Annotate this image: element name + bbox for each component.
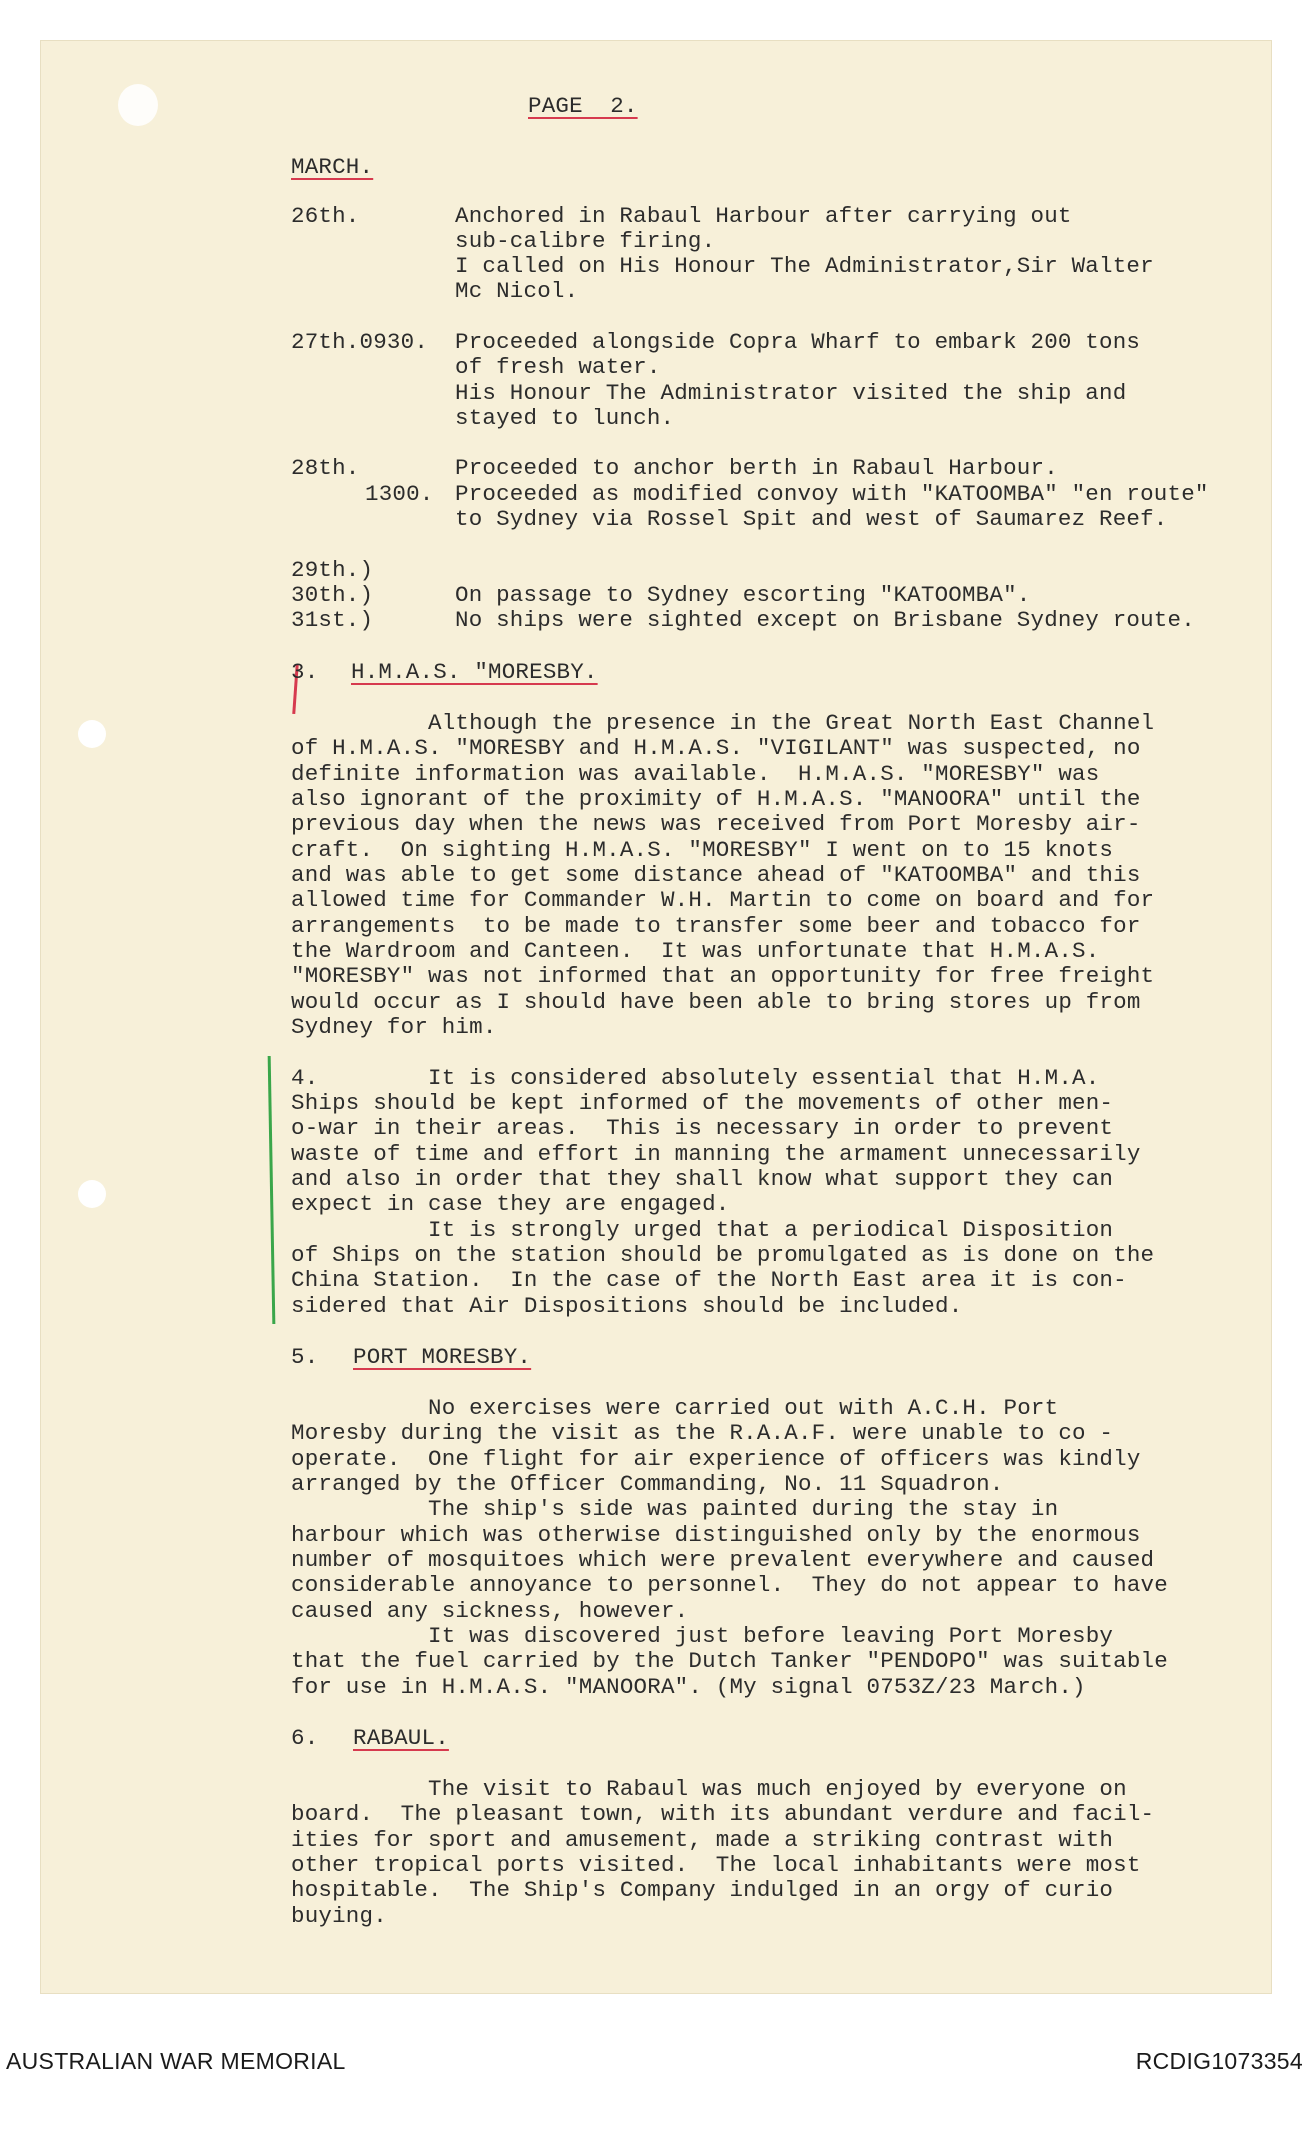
paragraph-line: ities for sport and amusement, made a striking contrast with [291, 1827, 1114, 1853]
entry-date: 30th.) [291, 582, 374, 608]
paragraph-line: harbour which was otherwise distinguished only by the enormous [291, 1522, 1141, 1548]
entry-line: Mc Nicol. [455, 278, 579, 304]
paragraph-line: The visit to Rabaul was much enjoyed by everyone on [291, 1776, 1127, 1802]
paragraph-line: other tropical ports visited. The local inhabitants were most [291, 1852, 1141, 1878]
entry-time: 1300. [365, 481, 434, 507]
paragraph-line: for use in H.M.A.S. "MANOORA". (My signal 0753Z/23 March.) [291, 1674, 1086, 1700]
entry-line: stayed to lunch. [455, 405, 675, 431]
entry-line: sub-calibre firing. [455, 228, 716, 254]
entry-date: 29th.) [291, 557, 374, 583]
section-number: 5. [291, 1344, 319, 1370]
document-page [40, 40, 1272, 1994]
paragraph-line: that the fuel carried by the Dutch Tanker "PENDOPO" was suitable [291, 1648, 1168, 1674]
paragraph-line: 4. It is considered absolutely essential that H.M.A. [291, 1065, 1100, 1091]
paragraph-line: Ships should be kept informed of the movements of other men- [291, 1090, 1114, 1116]
paragraph-line: No exercises were carried out with A.C.H. Port [291, 1395, 1059, 1421]
paragraph-line: caused any sickness, however. [291, 1598, 689, 1624]
entry-line: His Honour The Administrator visited the ship and [455, 380, 1127, 406]
paragraph-line: It was discovered just before leaving Port Moresby [291, 1623, 1114, 1649]
entry-line: I called on His Honour The Administrator,Sir Walter [455, 253, 1154, 279]
entry-line: Proceeded alongside Copra Wharf to embark 200 tons [455, 329, 1141, 355]
paragraph-line: China Station. In the case of the North East area it is con- [291, 1267, 1127, 1293]
entry-line: of fresh water. [455, 354, 661, 380]
page-number: PAGE 2. [528, 93, 638, 119]
entry-line: to Sydney via Rossel Spit and west of Saumarez Reef. [455, 506, 1168, 532]
paragraph-line: craft. On sighting H.M.A.S. "MORESBY" I went on to 15 knots [291, 837, 1114, 863]
paragraph-line: buying. [291, 1903, 387, 1929]
entry-date: 26th. [291, 203, 360, 229]
paragraph-line: Moresby during the visit as the R.A.A.F. were unable to co - [291, 1420, 1114, 1446]
paragraph-line: arrangements to be made to transfer some beer and tobacco for [291, 913, 1141, 939]
entry-date: 31st.) [291, 607, 374, 633]
section-heading: PORT MORESBY. [353, 1344, 532, 1370]
paragraph-line: waste of time and effort in manning the armament unnecessarily [291, 1141, 1141, 1167]
paragraph-line: of H.M.A.S. "MORESBY and H.M.A.S. "VIGILANT" was suspected, no [291, 735, 1141, 761]
section-number: 3. [291, 659, 319, 685]
paragraph-line: o-war in their areas. This is necessary in order to prevent [291, 1115, 1114, 1141]
document-text [40, 40, 1272, 1994]
paragraph-line: Sydney for him. [291, 1014, 497, 1040]
paragraph-line: sidered that Air Dispositions should be included. [291, 1293, 963, 1319]
paragraph-line: operate. One flight for air experience of officers was kindly [291, 1446, 1141, 1472]
paragraph-line: considerable annoyance to personnel. They do not appear to have [291, 1572, 1168, 1598]
entry-line: On passage to Sydney escorting "KATOOMBA". [455, 582, 1031, 608]
footer-left-label: AUSTRALIAN WAR MEMORIAL [6, 2048, 346, 2074]
entry-line: Proceeded to anchor berth in Rabaul Harbour. [455, 455, 1058, 481]
paragraph-line: also ignorant of the proximity of H.M.A.S. "MANOORA" until the [291, 786, 1141, 812]
paragraph-line: Although the presence in the Great North East Channel [291, 710, 1155, 736]
paragraph-line: the Wardroom and Canteen. It was unfortunate that H.M.A.S. [291, 938, 1100, 964]
entry-date: 27th.0930. [291, 329, 429, 355]
paragraph-line: "MORESBY" was not informed that an opportunity for free freight [291, 963, 1155, 989]
paragraph-line: allowed time for Commander W.H. Martin to come on board and for [291, 887, 1155, 913]
section-heading: H.M.A.S. "MORESBY. [351, 659, 598, 685]
paragraph-line: previous day when the news was received from Port Moresby air- [291, 811, 1141, 837]
march-heading: MARCH. [291, 154, 374, 180]
entry-line: Proceeded as modified convoy with "KATOOMBA" "en route" [455, 481, 1209, 507]
section-number: 6. [291, 1725, 319, 1751]
paragraph-line: expect in case they are engaged. [291, 1191, 730, 1217]
paragraph-line: number of mosquitoes which were prevalent everywhere and caused [291, 1547, 1155, 1573]
paragraph-line: It is strongly urged that a periodical Disposition [291, 1217, 1114, 1243]
footer-right-label: RCDIG1073354 [1135, 2048, 1303, 2074]
paragraph-line: arranged by the Officer Commanding, No. 11 Squadron. [291, 1471, 1004, 1497]
section-heading: RABAUL. [353, 1725, 449, 1751]
entry-line: No ships were sighted except on Brisbane Sydney route. [455, 607, 1195, 633]
paragraph-line: would occur as I should have been able to bring stores up from [291, 989, 1141, 1015]
entry-date: 28th. [291, 455, 360, 481]
paragraph-line: hospitable. The Ship's Company indulged in an orgy of curio [291, 1877, 1114, 1903]
paragraph-line: The ship's side was painted during the stay in [291, 1496, 1059, 1522]
entry-line: Anchored in Rabaul Harbour after carrying out [455, 203, 1072, 229]
paragraph-line: definite information was available. H.M.A.S. "MORESBY" was [291, 761, 1100, 787]
paragraph-line: board. The pleasant town, with its abundant verdure and facil- [291, 1801, 1155, 1827]
paragraph-line: and was able to get some distance ahead of "KATOOMBA" and this [291, 862, 1141, 888]
paragraph-line: of Ships on the station should be promulgated as is done on the [291, 1242, 1155, 1268]
paragraph-line: and also in order that they shall know what support they can [291, 1166, 1114, 1192]
